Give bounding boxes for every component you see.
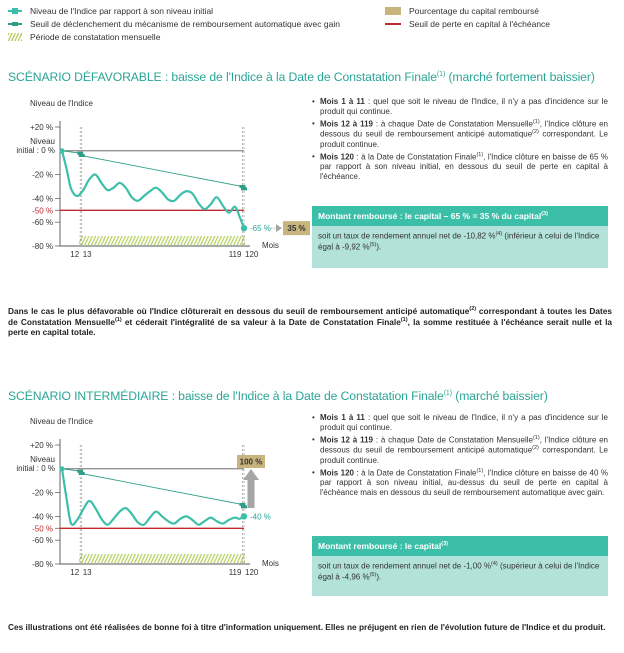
arrow-head: [276, 224, 282, 232]
y-tick-label: -80 %: [32, 242, 53, 251]
scenario1-payout: [312, 206, 608, 268]
observation-period-hatch: [79, 554, 245, 563]
disclaimer: Ces illustrations ont été réalisées de bonne foi à titre d'information uniquement. Elles ne préjugent en rien de l'évolution future de l'Indice et du produit.: [8, 622, 606, 632]
y-tick-label: -20 %: [32, 170, 53, 180]
y-tick-label: -40 %: [32, 512, 53, 522]
y-tick-label: -40 %: [32, 194, 53, 204]
y-tick-label: +20 %: [30, 123, 53, 132]
list-item: • Mois 120 : à la Date de Constatation Finale$^{(1)}$, l'Indice clôture en baisse de 40 % par rapport à son niveau initial, au-dessus du seuil de perte en capital à l'échéance mais en dessous du seuil de remboursement automatique avec gain.: [312, 468, 608, 498]
teal-line-swatch: [8, 10, 22, 12]
index-end-point: [241, 513, 247, 519]
initial-label-2: initial : 0 %: [16, 146, 55, 155]
autocall-threshold-line: [62, 151, 244, 189]
x-tick-label: 13: [82, 250, 92, 259]
autocall-marker: [79, 472, 85, 475]
scenario2-chart: [0, 410, 312, 580]
index-series-line: [62, 469, 244, 525]
y-tick-label: -60 %: [32, 536, 53, 546]
y-tick-label: -80 %: [32, 560, 53, 569]
x-tick-label: 12: [70, 568, 80, 577]
y-tick-label: +20 %: [30, 441, 53, 450]
legend-index-level: Niveau de l'Indice par rapport à son niveau initial: [8, 6, 213, 16]
autocall-marker: [241, 187, 247, 190]
payout-body: soit un taux de rendement annuel net de -10,82 %$^{(4)}$ (inférieur à celui de l'Indice égal à -9,92 %$^{(5)}$).: [312, 226, 608, 268]
index-end-point: [241, 225, 247, 231]
y-tick-label: -50 %: [32, 524, 53, 534]
list-item: • Mois 12 à 119 : à chaque Date de Constatation Mensuelle$^{(1)}$, l'Indice clôture en dessous du seuil de remboursement anticipé automatique$^{(2)}$ correspondant. Le produit continue.: [312, 435, 608, 466]
scenario2-bullets: [312, 413, 608, 500]
payout-body: soit un taux de rendement annuel net de -1,00 %$^{(4)}$ (supérieur à celui de l'Indice égal à -4,96 %$^{(5)}$).: [312, 556, 608, 596]
hatch-swatch: [8, 33, 22, 41]
y-tick-label: -50 %: [32, 206, 53, 216]
scenario2-chart-svg: [0, 410, 312, 580]
scenario2-title: SCÉNARIO INTERMÉDIAIRE : baisse de l'Indice à la Date de Constatation Finale$^{(1)}$ (marché baissier): [8, 389, 548, 403]
arrow-shaft: [248, 480, 255, 508]
legend-loss: Seuil de perte en capital à l'échéance: [385, 19, 550, 29]
x-tick-label: 119: [228, 250, 242, 259]
y-tick-label: -20 %: [32, 488, 53, 498]
final-level-tag: -40 %: [250, 512, 271, 522]
legend-autocall: Seuil de déclenchement du mécanisme de remboursement automatique avec gain: [8, 19, 340, 29]
red-line-swatch: [385, 23, 401, 25]
y-axis-label: Niveau de l'Indice: [30, 417, 93, 426]
index-start-point: [59, 148, 64, 153]
scenario1-title: SCÉNARIO DÉFAVORABLE : baisse de l'Indice à la Date de Constatation Finale$^{(1)}$ (marché fortement baissier): [8, 70, 595, 84]
green-dash-swatch: [8, 23, 22, 25]
scenario1-chart-svg: [0, 92, 312, 262]
initial-label-1: Niveau: [30, 137, 55, 146]
autocall-marker: [241, 505, 247, 508]
legend-observation: Période de constatation mensuelle: [8, 32, 160, 42]
initial-label-1: Niveau: [30, 455, 55, 464]
x-tick-label: 13: [82, 568, 92, 577]
legend: [8, 6, 618, 50]
payout-header: Montant remboursé : le capital – 65 % = 35 % du capital$^{(3)}$: [312, 206, 608, 226]
initial-label-2: initial : 0 %: [16, 464, 55, 473]
payout-header: Montant remboursé : le capital$^{(3)}$: [312, 536, 608, 556]
x-tick-label: 12: [70, 250, 80, 259]
tan-swatch: [385, 7, 401, 15]
y-tick-label: -60 %: [32, 218, 53, 228]
final-level-tag: -65 %: [250, 224, 271, 234]
scenario1-note: Dans le cas le plus défavorable où l'Indice clôturerait en dessous du seuil de remboursement anticipé automatique$^{(2)}$ correspondant à toutes les Dates de Constatation Mensuelle$^{(1)}$ et céderait l'intégralité de sa valeur à la Date de Constatation Finale$^{(1)}$, la somme restituée à l'échéance serait nulle et la perte en capital totale.: [8, 306, 613, 338]
x-tick-label: 120: [245, 568, 259, 577]
x-axis-label: Mois: [262, 559, 279, 568]
x-tick-label: 120: [245, 250, 259, 259]
arrow-head: [243, 469, 259, 480]
scenario1-bullets: [312, 97, 608, 184]
scenario2-payout: [312, 536, 608, 596]
list-item: • Mois 1 à 11 : quel que soit le niveau de l'Indice, il n'y a pas d'incidence sur le produit qui continue.: [312, 97, 608, 117]
list-item: • Mois 1 à 11 : quel que soit le niveau de l'Indice, il n'y a pas d'incidence sur le produit qui continue.: [312, 413, 608, 433]
index-start-point: [59, 466, 64, 471]
observation-period-hatch: [79, 236, 245, 245]
capital-box-label: 100 %: [239, 457, 263, 467]
index-series-line: [62, 151, 244, 228]
list-item: • Mois 12 à 119 : à chaque Date de Constatation Mensuelle$^{(1)}$, l'Indice clôture en dessous du seuil de remboursement anticipé automatique$^{(2)}$ correspondant. Le produit continue.: [312, 119, 608, 150]
y-axis-label: Niveau de l'Indice: [30, 99, 93, 108]
legend-capital: Pourcentage du capital remboursé: [385, 6, 539, 16]
scenario1-chart: [0, 92, 312, 262]
x-tick-label: 119: [228, 568, 242, 577]
capital-box-label: 35 %: [287, 224, 306, 234]
x-axis-label: Mois: [262, 241, 279, 250]
list-item: • Mois 120 : à la Date de Constatation Finale$^{(1)}$, l'Indice clôture en baisse de 65 % par rapport à son niveau initial, en dessous du seuil de perte en capital à l'échéance.: [312, 152, 608, 182]
autocall-marker: [79, 154, 85, 157]
